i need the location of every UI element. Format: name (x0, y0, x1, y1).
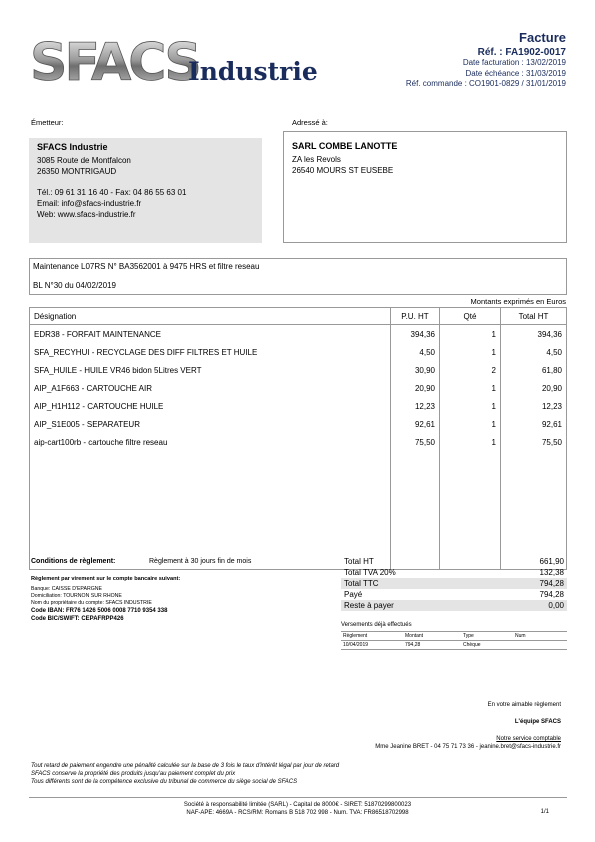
total-value: 794,28 (539, 579, 564, 588)
emetteur-label: Émetteur: (31, 118, 64, 127)
table-row (30, 379, 567, 397)
total-value: 132,38 (539, 568, 564, 577)
table-row (30, 397, 567, 415)
total-value: 661,90 (539, 557, 564, 566)
table-filler-row (30, 451, 567, 570)
versements-table (341, 631, 567, 650)
emetteur-name: SFACS Industrie (37, 142, 108, 152)
conditions-value: Règlement à 30 jours fin de mois (149, 558, 252, 565)
cell-qty: 1 (440, 325, 501, 344)
cell-total: 394,36 (501, 325, 567, 344)
table-header-row (30, 308, 567, 325)
description-line1: Maintenance L07RS N° BA3562001 à 9475 HRS et filtre reseau (33, 262, 260, 271)
legal-notes (31, 762, 339, 786)
signature-team: L'équipe SFACS (514, 719, 561, 725)
footer-line2: NAF-APE: 4669A - RCS/RM: Romans B 518 702 998 - Num. TVA: FR86518702998 (186, 810, 409, 816)
cell-total: 4,50 (501, 343, 567, 361)
description-line2: BL N°30 du 04/02/2019 (33, 281, 116, 290)
legal-line1: Tout retard de paiement engendre une pénalité calculée sur la base de 3 fois le taux d'intérêt légal par jour de retard (31, 763, 340, 769)
legal-line2: SFACS conserve la propriété des produits jusqu'au paiement complet du prix (31, 771, 236, 777)
table-row (30, 433, 567, 451)
cell-designation: AIP_A1F663 - CARTOUCHE AIR (30, 379, 391, 397)
ref-commande: Réf. commande : CO1901-0829 / 31/01/2019 (405, 79, 566, 88)
header-designation: Désignation (30, 308, 391, 325)
total-ttc-row (341, 578, 567, 589)
emetteur-web[interactable]: Web: www.sfacs-industrie.fr (37, 210, 136, 219)
cell-qty: 2 (440, 361, 501, 379)
invoice-ref: Réf. : FA1902-0017 (477, 47, 566, 58)
destinataire-box (283, 131, 567, 243)
vers-header-num: Num (513, 631, 567, 641)
emetteur-tel: Tél.: 09 61 31 16 40 - Fax: 04 86 55 63 01 (37, 188, 187, 197)
vers-header-type: Type (461, 631, 513, 641)
cell-designation: aip-cart100rb - cartouche filtre reseau (30, 433, 391, 451)
cell-designation: SFA_HUILE - HUILE VR46 bidon 5Litres VERT (30, 361, 391, 379)
cell-pu: 92,61 (391, 415, 440, 433)
conditions-label: Conditions de règlement: (31, 558, 116, 565)
invoice-title: Facture (519, 30, 566, 45)
footer (0, 801, 595, 817)
footer-divider (29, 797, 567, 798)
proprietaire: Nom du propriétaire du compte: SFACS INDUSTRIE (31, 600, 152, 606)
total-ht-row (341, 556, 567, 567)
destinataire-address1: ZA les Revols (292, 155, 341, 164)
total-label: Total TVA 20% (344, 568, 396, 577)
cell-pu: 30,90 (391, 361, 440, 379)
virement-title: Règlement par virement sur le compte bancaire suivant: (31, 576, 181, 582)
cell-designation: AIP_H1H112 - CARTOUCHE HUILE (30, 397, 391, 415)
emetteur-address2: 26350 MONTRIGAUD (37, 167, 117, 176)
cell-qty: 1 (440, 379, 501, 397)
emetteur-box (29, 138, 262, 243)
cell-designation: AIP_S1E005 - SEPARATEUR (30, 415, 391, 433)
total-value: 0,00 (548, 601, 564, 610)
signature-greeting: En votre aimable règlement (487, 702, 561, 708)
total-label: Total HT (344, 557, 374, 566)
vers-header-montant: Montant (403, 631, 461, 641)
header-total: Total HT (501, 308, 567, 325)
vers-cell-montant: 794,28 (403, 641, 461, 650)
signature-contact: Mme Jeanine BRET - 04 75 71 73 36 - jeanine.bret@sfacs-industrie.fr (375, 744, 561, 750)
cell-total: 75,50 (501, 433, 567, 451)
banque: Banque: CAISSE D'EPARGNE (31, 586, 102, 592)
versements-block (341, 622, 567, 650)
cell-qty: 1 (440, 415, 501, 433)
cell-pu: 12,23 (391, 397, 440, 415)
vers-cell-reglement: 10/04/2019 (341, 641, 403, 650)
emetteur-address1: 3085 Route de Montfalcon (37, 156, 131, 165)
cell-qty: 1 (440, 433, 501, 451)
cell-pu: 20,90 (391, 379, 440, 397)
cell-designation: EDR38 - FORFAIT MAINTENANCE (30, 325, 391, 344)
cell-qty: 1 (440, 397, 501, 415)
cell-pu: 394,36 (391, 325, 440, 344)
iban: Code IBAN: FR76 1426 5006 0008 7710 9354 338 (31, 608, 168, 614)
sfacs-logo (30, 34, 320, 90)
domiciliation: Domiciliation: TOURNON SUR RHONE (31, 593, 122, 599)
table-row (30, 415, 567, 433)
cell-pu: 4,50 (391, 343, 440, 361)
header-qty: Qté (440, 308, 501, 325)
total-value: 794,28 (539, 590, 564, 599)
vers-cell-num (513, 641, 567, 650)
invoice-header (406, 30, 566, 90)
total-label: Reste à payer (344, 601, 394, 610)
description-box (29, 258, 567, 295)
date-facturation: Date facturation : 13/02/2019 (462, 58, 566, 67)
destinataire-name: SARL COMBE LANOTTE (292, 141, 398, 151)
cell-total: 61,80 (501, 361, 567, 379)
legal-line3: Tous différents sont de la compétence exclusive du tribunal de commerce du siège social de SFACS (31, 779, 298, 785)
cell-total: 12,23 (501, 397, 567, 415)
table-row (30, 361, 567, 379)
cell-qty: 1 (440, 343, 501, 361)
footer-line1: Société à responsabilité limitée (SARL) - Capital de 8000€ - SIRET: 51870299800023 (183, 802, 412, 808)
page-number: 1/1 (540, 809, 549, 815)
total-label: Total TTC (344, 579, 379, 588)
currency-note: Montants exprimés en Euros (470, 297, 566, 306)
cell-total: 20,90 (501, 379, 567, 397)
cell-total: 92,61 (501, 415, 567, 433)
reste-a-payer-row (341, 600, 567, 611)
vers-header-reglement: Règlement (341, 631, 403, 641)
totals-block (341, 556, 567, 611)
total-tva-row (341, 567, 567, 578)
destinataire-address2: 26540 MOURS ST EUSEBE (292, 166, 394, 175)
items-table (29, 307, 567, 570)
cell-designation: SFA_RECYHUI - RECYCLAGE DES DIFF FILTRES ET HUILE (30, 343, 391, 361)
logo-main-text: SFACS (30, 34, 199, 90)
signature-service: Notre service comptable (496, 736, 561, 742)
vers-cell-type: Chèque (461, 641, 513, 650)
destinataire-label: Adressé à: (292, 118, 328, 127)
total-label: Payé (344, 590, 363, 599)
versements-title: Versements déjà effectués (341, 622, 412, 628)
logo-secondary-text: Industrie (188, 57, 318, 86)
bic: Code BIC/SWIFT: CEPAFRPP426 (31, 616, 124, 622)
date-echeance: Date échéance : 31/03/2019 (465, 68, 566, 78)
payment-conditions (31, 558, 251, 623)
table-row (30, 343, 567, 361)
paye-row (341, 589, 567, 600)
emetteur-email[interactable]: Email: info@sfacs-industrie.fr (37, 199, 142, 208)
table-row (30, 325, 567, 344)
cell-pu: 75,50 (391, 433, 440, 451)
header-pu: P.U. HT (391, 308, 440, 325)
